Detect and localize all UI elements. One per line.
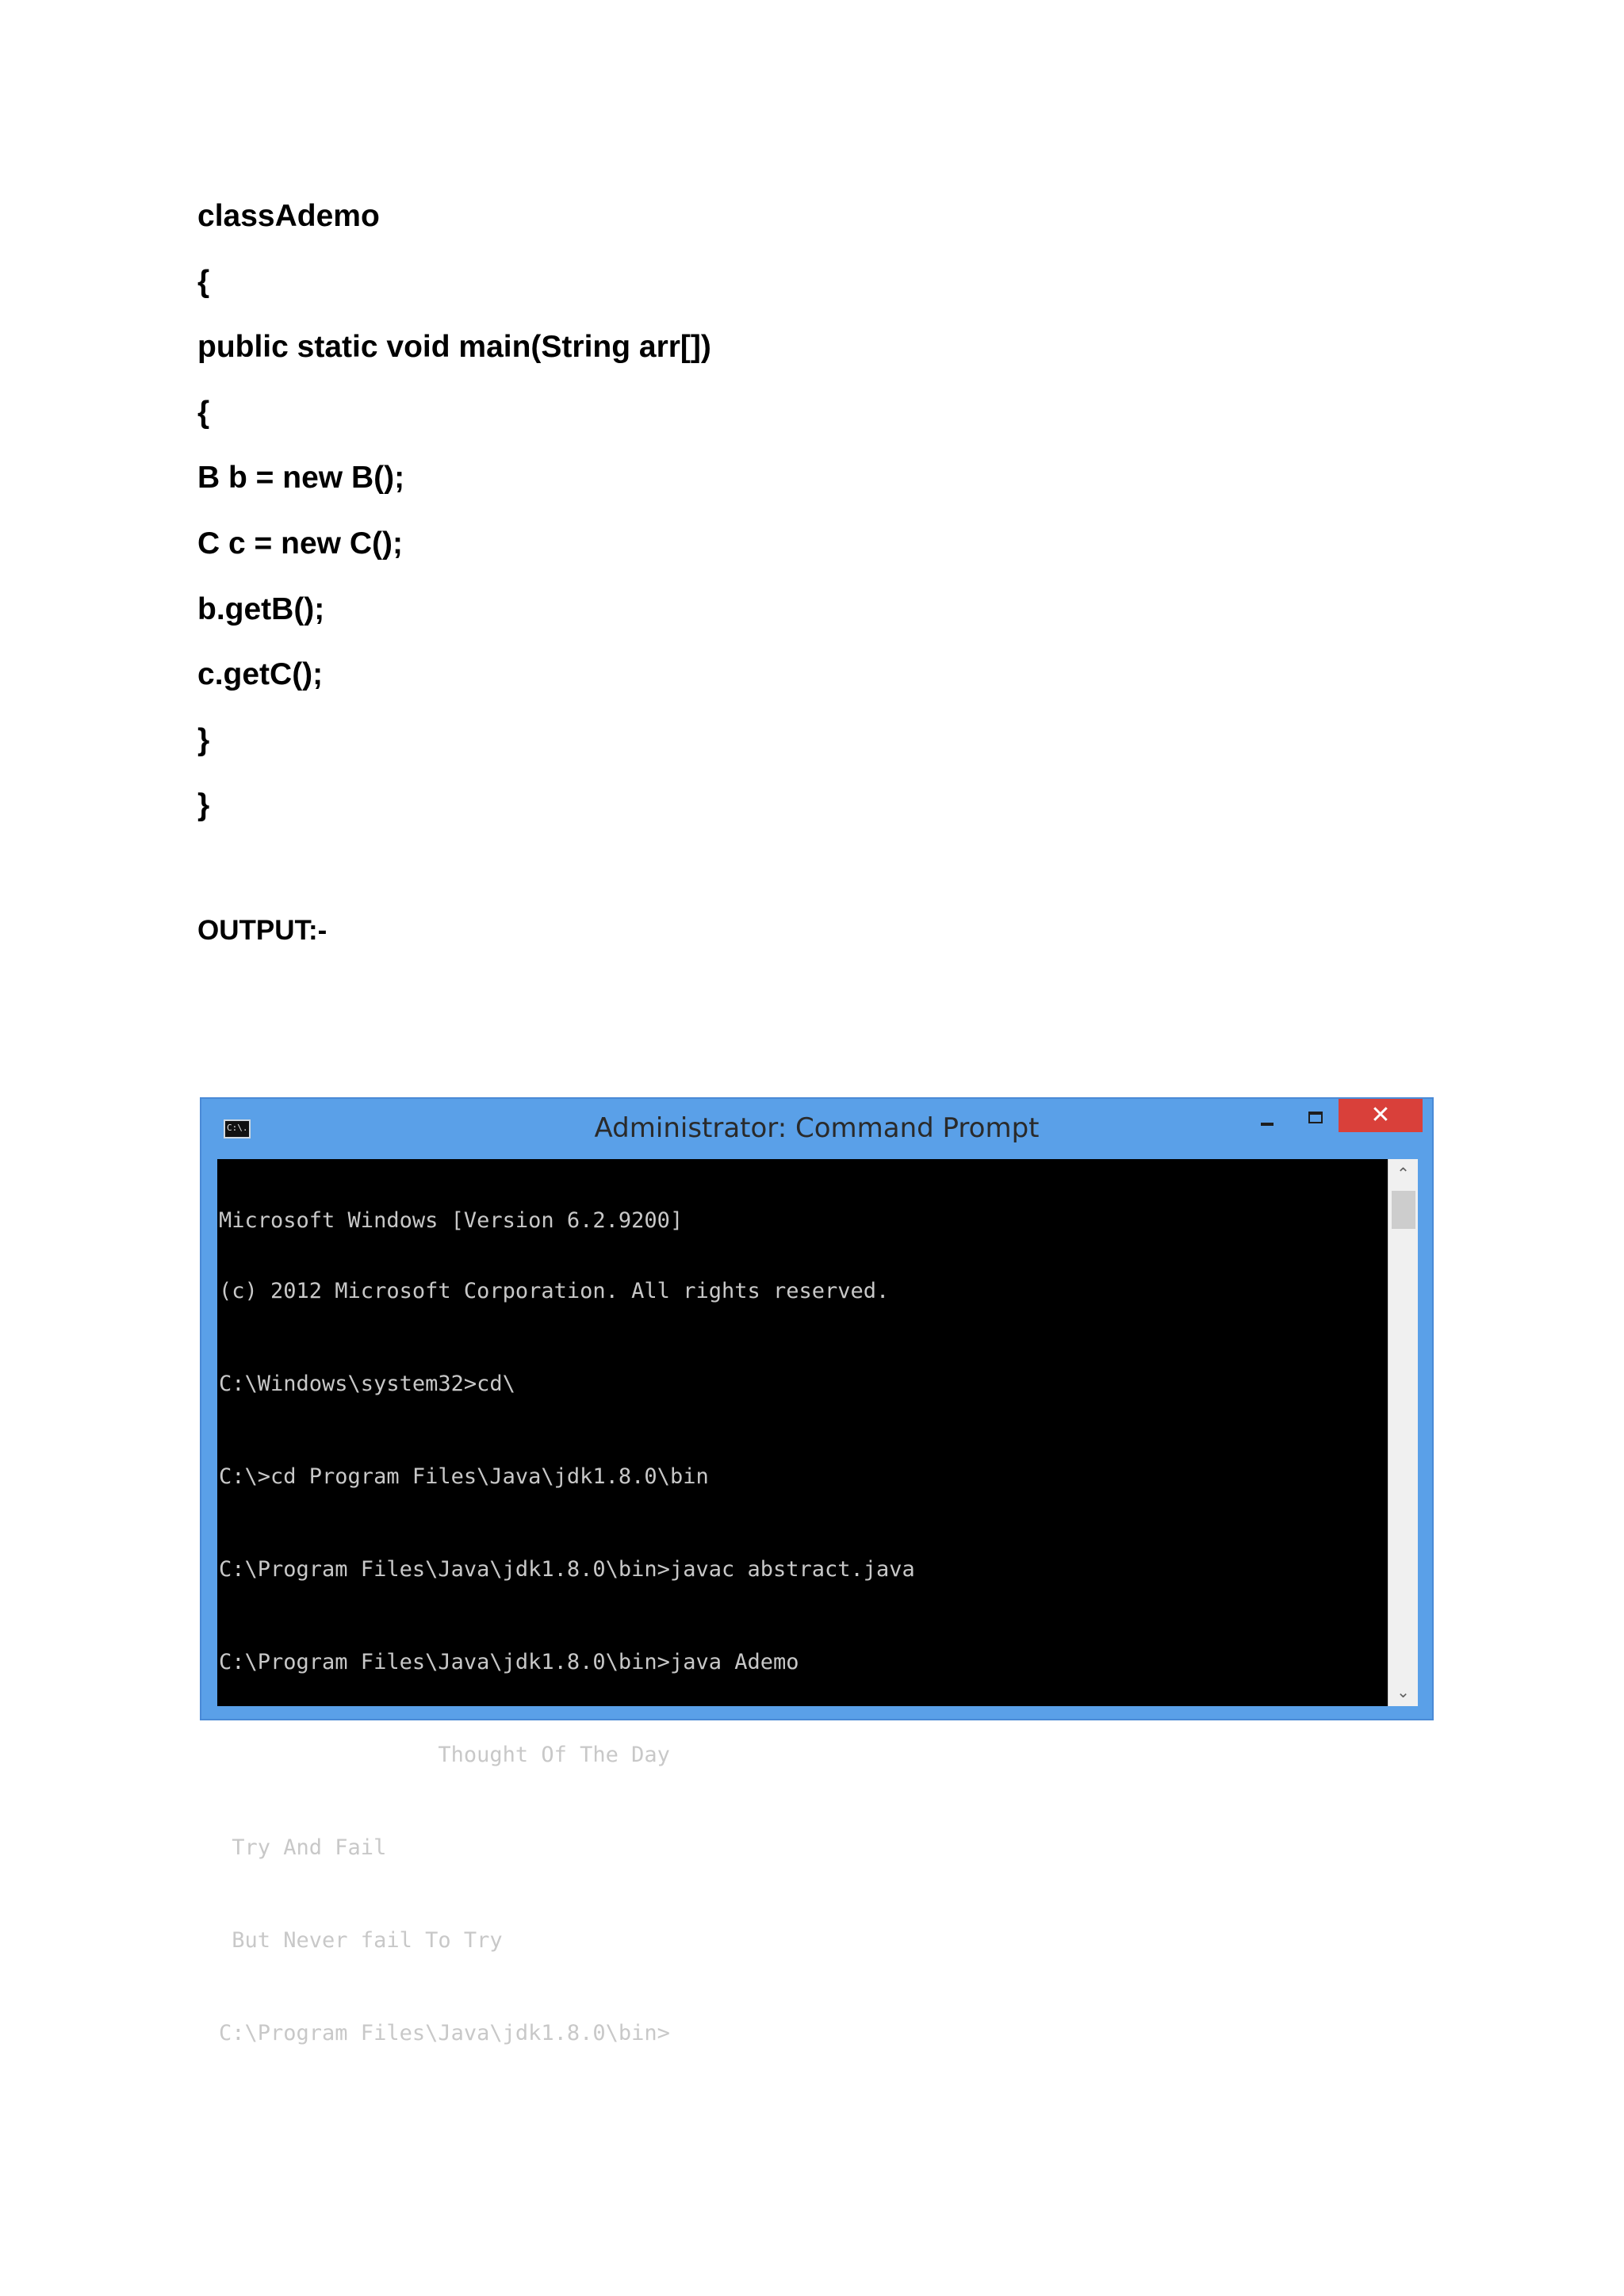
code-line: } [197, 722, 210, 757]
code-line: classAdemo [197, 199, 380, 233]
code-line: c.getC(); [197, 657, 324, 692]
console-line: But Never fail To Try [219, 1928, 503, 1953]
scroll-up-button[interactable] [1388, 1159, 1418, 1188]
code-line: B b = new B(); [197, 461, 405, 496]
console-line: (c) 2012 Microsoft Corporation. All rights reserved. [219, 1279, 890, 1303]
console-line: C:\Windows\system32>cd\ [219, 1372, 515, 1396]
code-line: C c = new C(); [197, 526, 403, 561]
code-line: public static void main(String arr[]) [197, 330, 711, 365]
console-line: Thought Of The Day [219, 1743, 670, 1767]
console-line: Try And Fail [219, 1835, 387, 1860]
code-line: { [197, 395, 210, 430]
chevron-up-icon: ⌃ [1396, 1164, 1410, 1183]
command-prompt-window [200, 1097, 1434, 2045]
console-line: C:\Program Files\Java\jdk1.8.0\bin> [219, 2021, 670, 2045]
code-line: } [197, 788, 210, 823]
code-listing [197, 197, 1149, 851]
minimize-button[interactable] [1247, 1100, 1286, 1135]
vertical-scrollbar[interactable] [1388, 1159, 1418, 1706]
window-title: Administrator: Command Prompt [594, 1112, 1040, 1144]
close-button[interactable] [1339, 1099, 1423, 1132]
output-heading: OUTPUT:- [197, 915, 327, 946]
maximize-icon [1308, 1112, 1323, 1123]
close-icon: ✕ [1370, 1101, 1391, 1129]
code-line: b.getB(); [197, 591, 325, 626]
chevron-down-icon: ⌄ [1396, 1682, 1410, 1701]
console-line: C:\Program Files\Java\jdk1.8.0\bin>javac abstract.java [219, 1557, 915, 1582]
window-titlebar[interactable] [201, 1099, 1432, 1159]
console-text [219, 1161, 915, 2093]
scroll-thumb[interactable] [1392, 1191, 1415, 1229]
minimize-icon [1261, 1123, 1274, 1126]
scroll-down-button[interactable] [1388, 1678, 1418, 1706]
console-line: Microsoft Windows [Version 6.2.9200] [219, 1208, 684, 1233]
code-line: { [197, 264, 210, 299]
maximize-button[interactable] [1297, 1100, 1337, 1135]
console-line: C:\Program Files\Java\jdk1.8.0\bin>java Ademo [219, 1650, 799, 1674]
cmd-app-icon-label: C:\. [227, 1123, 248, 1133]
console-output[interactable] [217, 1159, 1388, 2045]
console-line: C:\>cd Program Files\Java\jdk1.8.0\bin [219, 1464, 709, 1489]
